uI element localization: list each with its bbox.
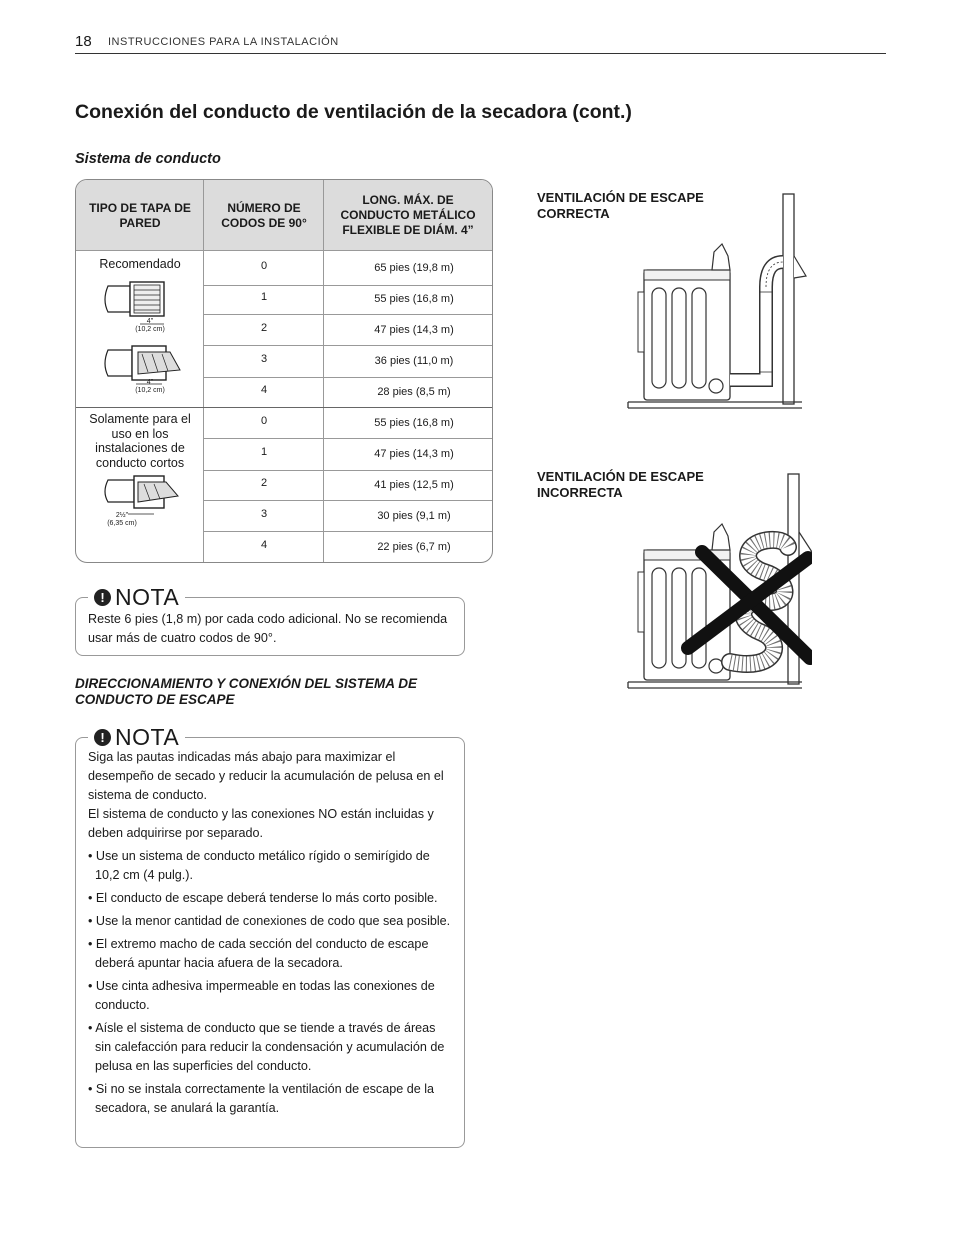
header-section-title: INSTRUCCIONES PARA LA INSTALACIÓN [108,36,339,48]
list-item: • Use cinta adhesiva impermeable en todas las conexiones de conducto. [88,979,435,1012]
table-cell-elbows: 4 [260,384,268,396]
vent-incorrect-label: VENTILACIÓN DE ESCAPE INCORRECTA [537,469,704,500]
note-text [88,610,452,648]
correct-venting-diagram [626,192,812,412]
table-cell-length: 65 pies (19,8 m) [374,262,454,274]
cap1-dimension: 4" [146,318,154,325]
table-cell-length: 36 pies (11,0 m) [374,355,454,367]
section-heading-routing: DIRECCIONAMIENTO Y CONEXIÓN DEL SISTEMA DE CONDUCTO DE ESCAPE [75,676,418,707]
table-cell-elbows: 3 [260,353,268,365]
page-number: 18 [75,33,92,50]
table-header-cap-type: TIPO DE TAPA DE PARED [76,180,204,251]
list-item: • Si no se instala correctamente la ventilación de escape de la secadora, se anulará la garantía. [88,1082,435,1115]
page-title: Conexión del conducto de ventilación de la secadora (cont.) [75,101,632,123]
cap1-metric: (10,2 cm) [135,326,165,333]
note-label: NOTA [115,724,180,750]
page-header [75,33,886,54]
note-box [75,584,465,656]
list-item: • El extremo macho de cada sección del conducto de escape deberá apuntar hacia afuera de la secadora. [88,937,429,970]
table-cell-elbows: 4 [260,539,268,551]
table-cell-length: 30 pies (9,1 m) [377,510,451,522]
table-cell-length: 47 pies (14,3 m) [374,448,454,460]
cap2-dimension: 4" [146,379,154,386]
duct-length-table [75,179,493,563]
list-item: • El conducto de escape deberá tenderse lo más corto posible. [88,891,438,905]
table-cell-length: 22 pies (6,7 m) [377,541,451,553]
table-header-max-length: LONG. MÁX. DE CONDUCTO METÁLICO FLEXIBLE DE DIÁM. 4” [324,180,492,251]
guideline-list [88,847,452,1118]
list-item: • Aísle el sistema de conducto que se tiende a través de áreas sin calefacción para reducir la condensación y acumulación de pelusa en las superficies del conducto. [88,1021,445,1073]
list-item: • Use un sistema de conducto metálico rígido o semirígido de 10,2 cm (4 pulg.). [88,849,430,882]
table-cell-length: 28 pies (8,5 m) [377,386,451,398]
vent-correct-label: VENTILACIÓN DE ESCAPE CORRECTA [537,190,704,221]
table-cell-elbows: 0 [260,415,268,427]
table-cell-length: 41 pies (12,5 m) [374,479,454,491]
cap3-dimension: 2½" [115,512,129,519]
note-heading [88,584,185,611]
table-cell-elbows: 1 [260,291,268,303]
section-subtitle: Sistema de conducto [75,151,221,167]
incorrect-venting-diagram [626,472,812,692]
table-header-elbows: NÚMERO DE CODOS DE 90° [204,180,324,251]
cap2-metric: (10,2 cm) [135,387,165,394]
exclamation-icon: ! [94,589,111,606]
note-paragraph: Reste 6 pies (1,8 m) por cada codo adicional. No se recomienda usar más de cuatro codos de 90°. [88,612,448,645]
table-cell-elbows: 3 [260,508,268,520]
table-cell-elbows: 2 [260,322,268,334]
table-cell-length: 47 pies (14,3 m) [374,324,454,336]
exclamation-icon: ! [94,729,111,746]
note-intro: El sistema de conducto y las conexiones NO están incluidas y deben adquirirse por separado. [88,807,434,840]
cap3-metric: (6,35 cm) [107,520,137,527]
note-heading [88,724,185,751]
cap-type-short-runs: Solamente para el uso en los instalaciones de conducto cortos [89,412,191,470]
table-cell-elbows: 1 [260,446,268,458]
note-label: NOTA [115,584,180,610]
cap-type-recommended: Recomendado [99,257,181,271]
note-intro: Siga las pautas indicadas más abajo para maximizar el desempeño de secado y reducir la acumulación de pelusa en el sistema de conducto. [88,750,444,802]
note-text [88,748,452,1118]
table-cell-length: 55 pies (16,8 m) [374,293,454,305]
note-box-guidelines [75,724,465,1148]
table-cell-length: 55 pies (16,8 m) [374,417,454,429]
table-cell-elbows: 0 [260,260,268,272]
table-cell-elbows: 2 [260,477,268,489]
list-item: • Use la menor cantidad de conexiones de codo que sea posible. [88,914,451,928]
